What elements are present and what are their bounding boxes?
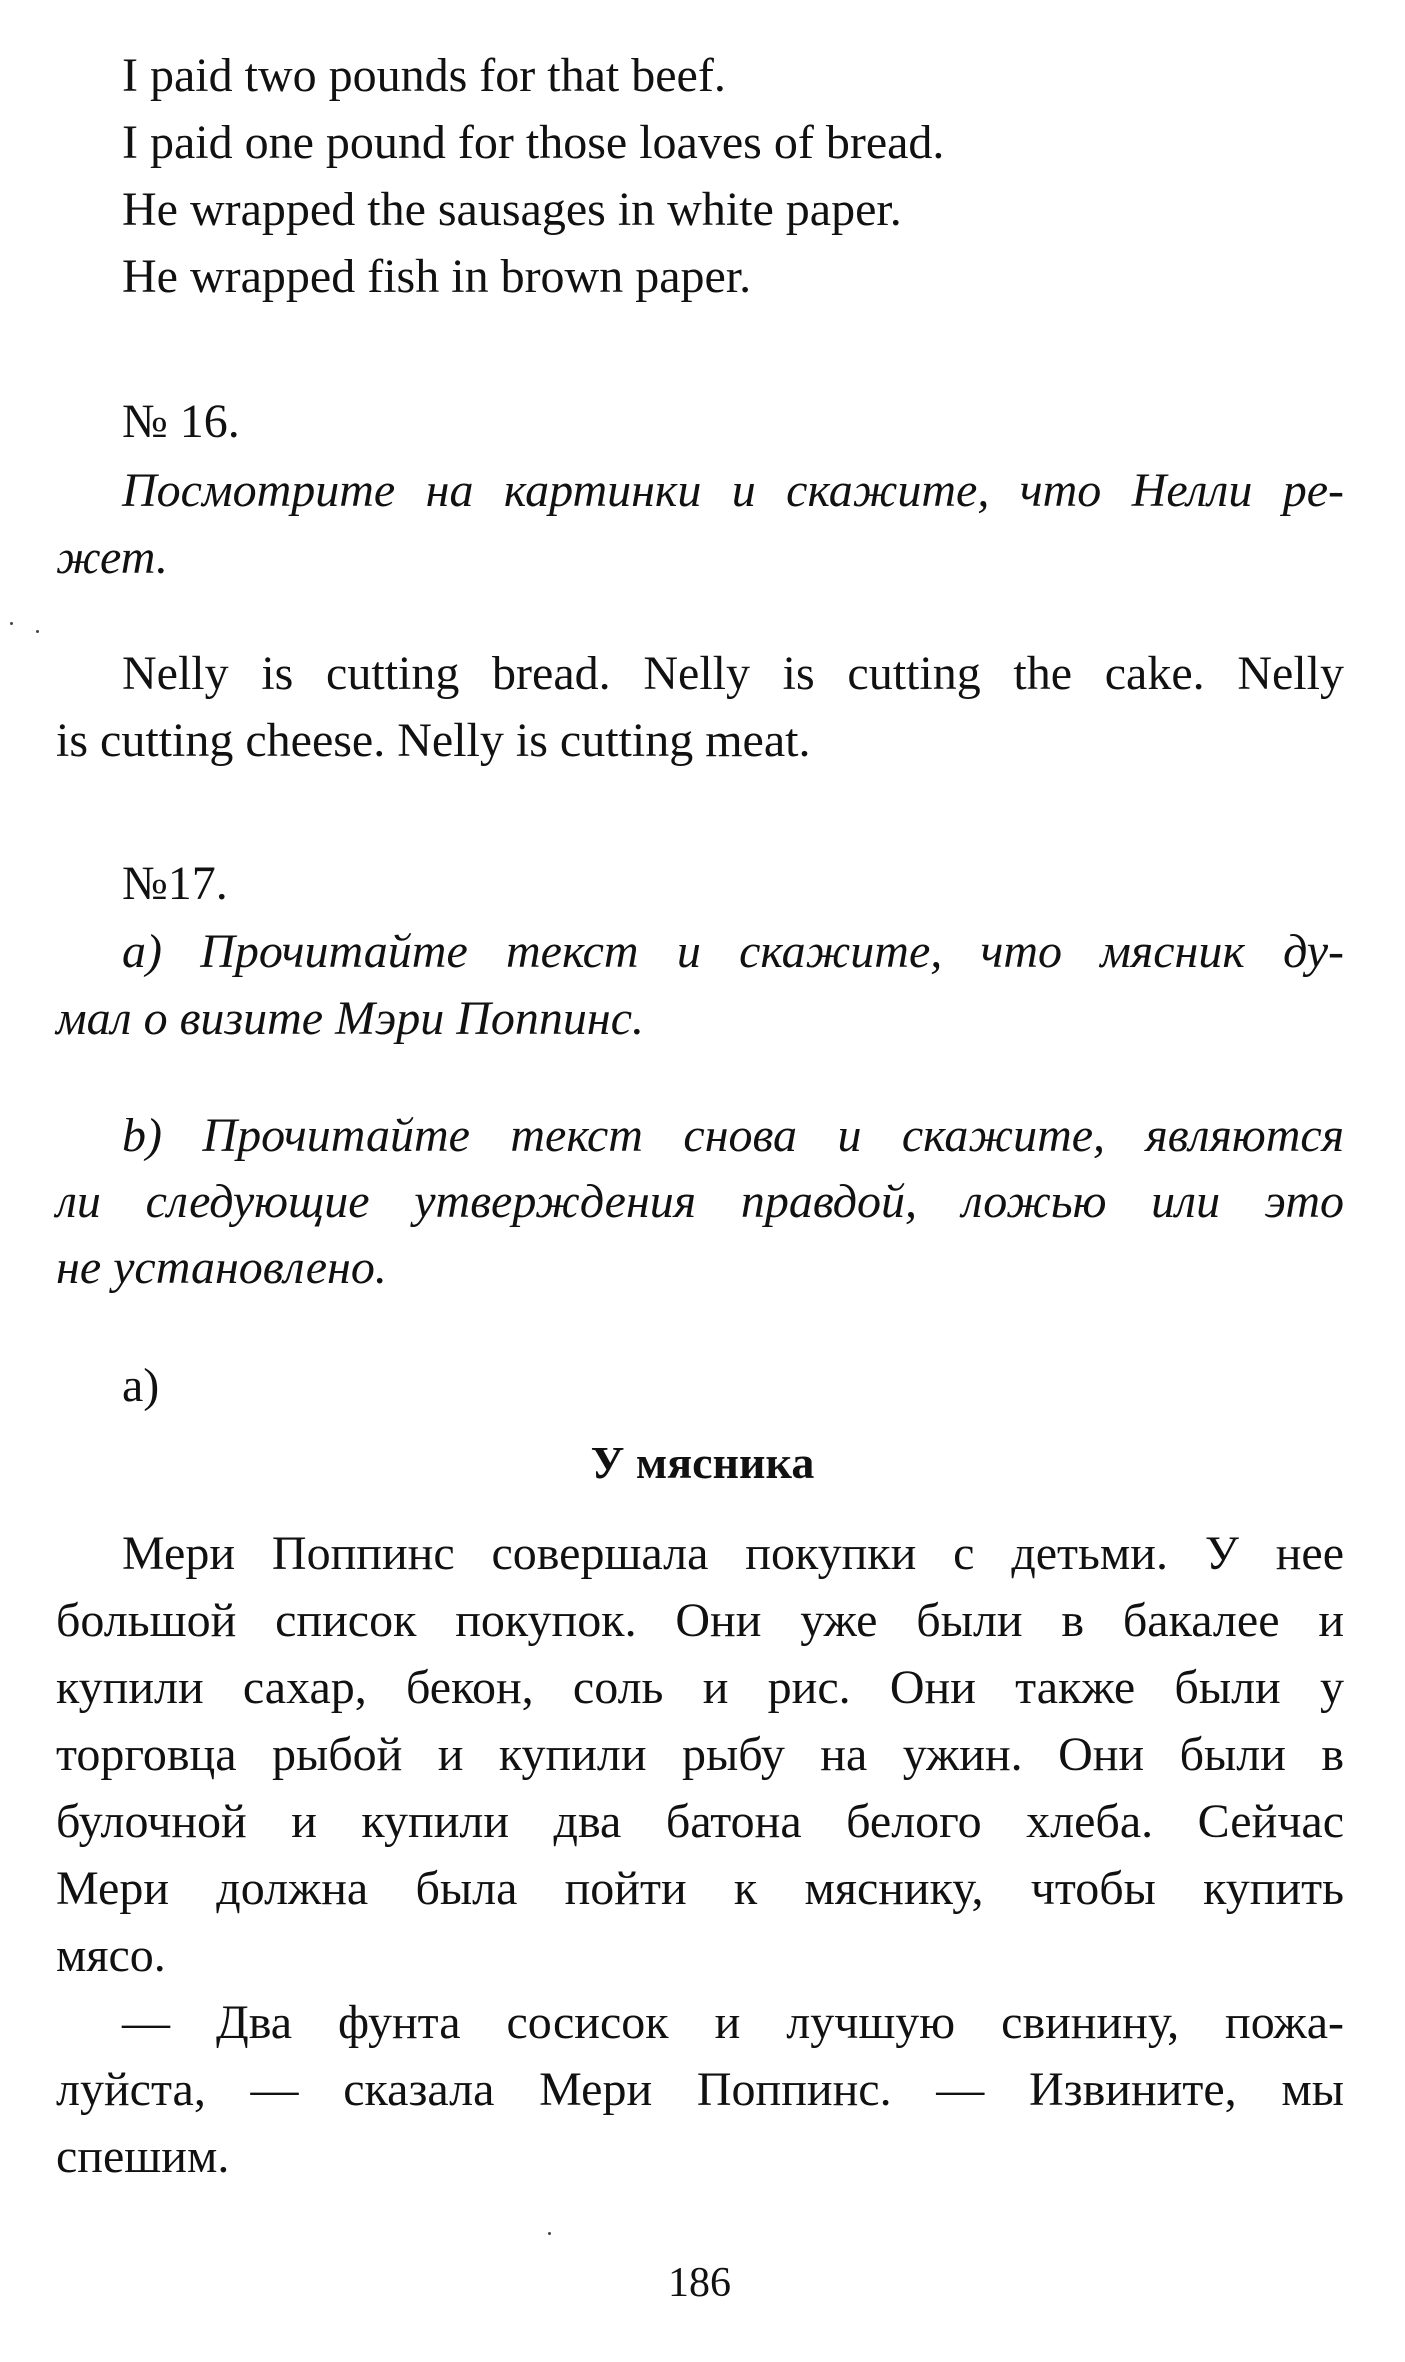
sentence-line: I paid two pounds for that beef. [122,49,726,102]
story-line: большой список покупок. Они уже были в бакалее и [56,1594,1344,1647]
story-line: торговца рыбой и купили рыбу на ужин. Они были в [56,1728,1344,1781]
exercise-17-task-b-line: b) Прочитайте текст снова и скажите, являются [122,1109,1344,1162]
scan-speck [548,2232,551,2235]
story-line: купили сахар, бекон, соль и рис. Они также были у [56,1661,1344,1714]
exercise-17-task-a-line: мал о визите Мэри Поппинс. [56,992,645,1045]
scan-speck [36,630,39,633]
exercise-17-task-a-line: а) Прочитайте текст и скажите, что мясник ду- [122,925,1344,978]
page-number: 186 [668,2260,731,2306]
exercise-17-task-b-line: не установлено. [56,1241,387,1294]
story-line: Мери Поппинс совершала покупки с детьми. У нее [122,1527,1344,1580]
story-line: — Два фунта сосисок и лучшую свинину, пожа- [122,1996,1344,2049]
exercise-16-answer-line: is cutting cheese. Nelly is cutting meat. [56,714,811,767]
story-line: спешим. [56,2130,230,2183]
story-line: Мери должна была пойти к мяснику, чтобы купить [56,1862,1344,1915]
story-line: булочной и купили два батона белого хлеба. Сейчас [56,1795,1344,1848]
scan-speck [10,622,13,625]
exercise-16-number: № 16. [122,395,240,448]
story-title: У мясника [590,1437,815,1488]
exercise-16-instruction-line: жет. [56,531,168,584]
sentence-line: He wrapped fish in brown paper. [122,250,752,303]
exercise-16-answer-line: Nelly is cutting bread. Nelly is cutting the cake. Nelly [122,647,1344,700]
sentence-line: He wrapped the sausages in white paper. [122,183,902,236]
exercise-16-instruction-line: Посмотрите на картинки и скажите, что Нелли ре- [122,464,1344,517]
exercise-17-task-b-line: ли следующие утверждения правдой, ложью или это [56,1175,1344,1228]
sentence-line: I paid one pound for those loaves of bread. [122,116,945,169]
part-a-label: а) [122,1359,160,1412]
story-line: мясо. [56,1929,166,1982]
exercise-17-number: №17. [122,857,228,910]
story-line: луйста, — сказала Мери Поппинс. — Извините, мы [56,2063,1344,2116]
